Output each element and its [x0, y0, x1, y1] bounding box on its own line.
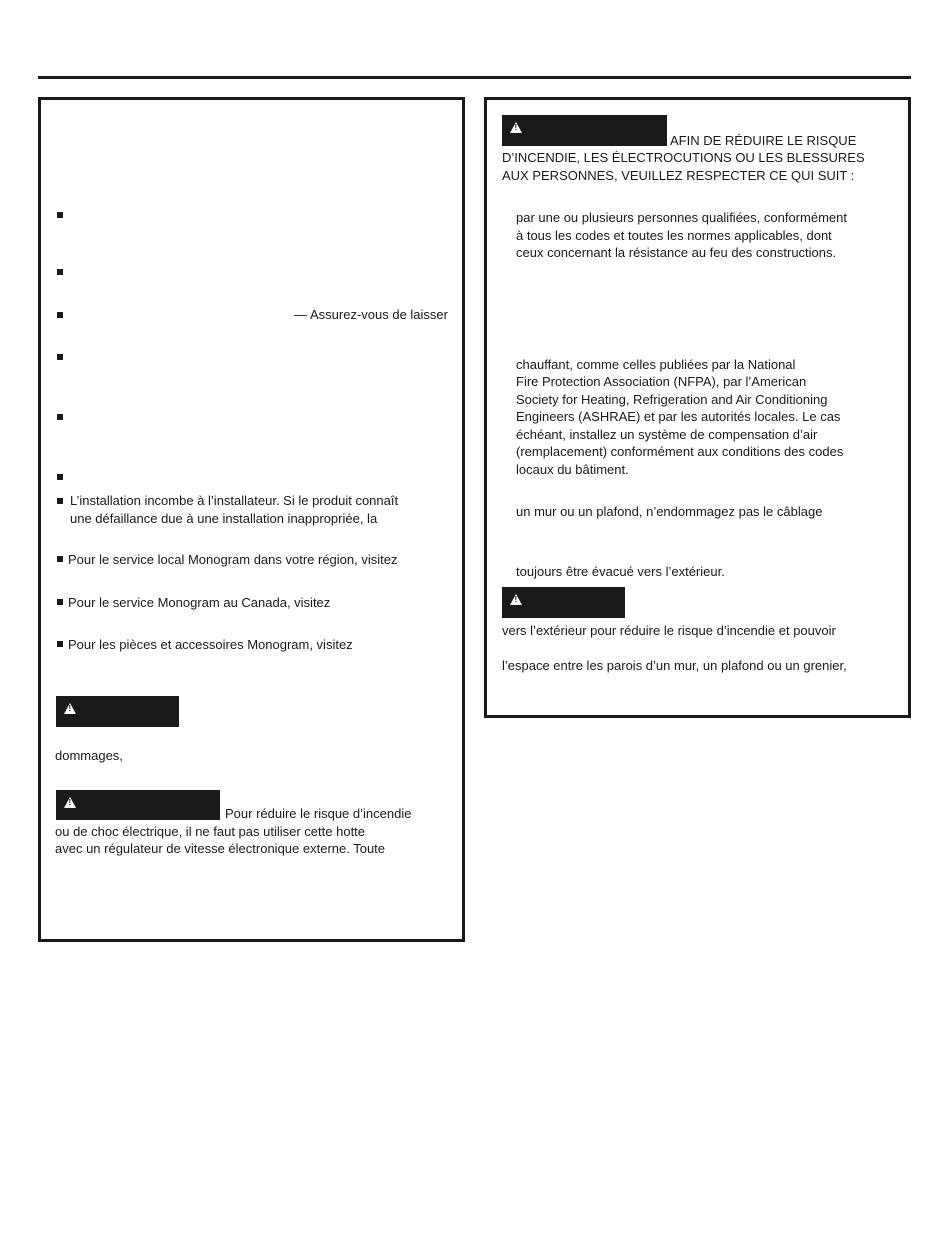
para2-line-2: Fire Protection Association (NFPA), par l’American: [516, 374, 807, 389]
warning-triangle-icon: [510, 594, 522, 605]
bullet-6: [57, 474, 63, 480]
caution-line-1-right: vers l’extérieur pour réduire le risque d’incendie et pouvoir: [502, 623, 836, 638]
warning-line-3-right: AUX PERSONNES, VEUILLEZ RESPECTER CE QUI SUIT :: [502, 168, 855, 183]
warning-badge-left: [56, 790, 220, 820]
exhaust-outside-paragraph: toujours être évacué vers l’extérieur.: [516, 564, 725, 579]
caution-line-2-right: l’espace entre les parois d’un mur, un plafond ou un grenier,: [502, 658, 847, 673]
bullet-3: [57, 312, 63, 318]
bullet-1: [57, 212, 63, 218]
top-rule: [38, 76, 911, 79]
warning-line-1-left: Pour réduire le risque d’incendie: [225, 806, 412, 821]
bullet-9: [57, 599, 63, 605]
wiring-paragraph: un mur ou un plafond, n’endommagez pas le câblage: [516, 504, 823, 519]
warning-triangle-icon: [510, 122, 522, 133]
bullet-2: [57, 269, 63, 275]
bullet-8: [57, 556, 63, 562]
warning-line-2-left: ou de choc électrique, il ne faut pas utiliser cette hotte: [55, 824, 366, 839]
para2-line-3: Society for Heating, Refrigeration and Air Conditioning: [516, 392, 828, 407]
para2-line-7: locaux du bâtiment.: [516, 462, 629, 477]
service-canada-item: [57, 594, 330, 612]
bullet-4: [57, 354, 63, 360]
service-local-text: Pour le service local Monogram dans votre région, visitez: [68, 552, 398, 567]
parts-item: [57, 636, 353, 654]
bullet-7: [57, 498, 63, 504]
para2-line-5: échéant, installez un système de compensation d’air: [516, 427, 818, 442]
caution-badge-left: [56, 696, 179, 727]
para2-line-6: (remplacement) conformément aux conditions des codes: [516, 444, 844, 459]
warning-badge-right: [502, 115, 667, 146]
warning-line-3-left: avec un régulateur de vitesse électronique externe. Toute: [55, 841, 386, 856]
para2-line-1: chauffant, comme celles publiées par la National: [516, 357, 796, 372]
bullet-5: [57, 414, 63, 420]
installer-line-2: une défaillance due à une installation inappropriée, la: [70, 511, 378, 526]
service-local-item: [57, 551, 397, 569]
caution-text-left: dommages,: [55, 748, 123, 763]
warning-triangle-icon: [64, 797, 76, 808]
installer-line-1: L’installation incombe à l’installateur. Si le produit connaît: [70, 493, 399, 508]
service-canada-text: Pour le service Monogram au Canada, visitez: [68, 595, 331, 610]
para1-line-1: par une ou plusieurs personnes qualifiées, conformément: [516, 210, 847, 225]
para1-line-2: à tous les codes et toutes les normes applicables, dont: [516, 228, 832, 243]
warning-triangle-icon: [64, 703, 76, 714]
para1-line-3: ceux concernant la résistance au feu des constructions.: [516, 245, 837, 260]
para2-line-4: Engineers (ASHRAE) et par les autorités locales. Le cas: [516, 409, 841, 424]
warning-line-2-right: D’INCENDIE, LES ÉLECTROCUTIONS OU LES BLESSURES: [502, 150, 865, 165]
bullet-3-text: — Assurez-vous de laisser: [294, 307, 448, 322]
warning-line-1-right: AFIN DE RÉDUIRE LE RISQUE: [670, 133, 857, 148]
bullet-10: [57, 641, 63, 647]
caution-badge-right: [502, 587, 625, 618]
parts-text: Pour les pièces et accessoires Monogram, visitez: [68, 637, 353, 652]
